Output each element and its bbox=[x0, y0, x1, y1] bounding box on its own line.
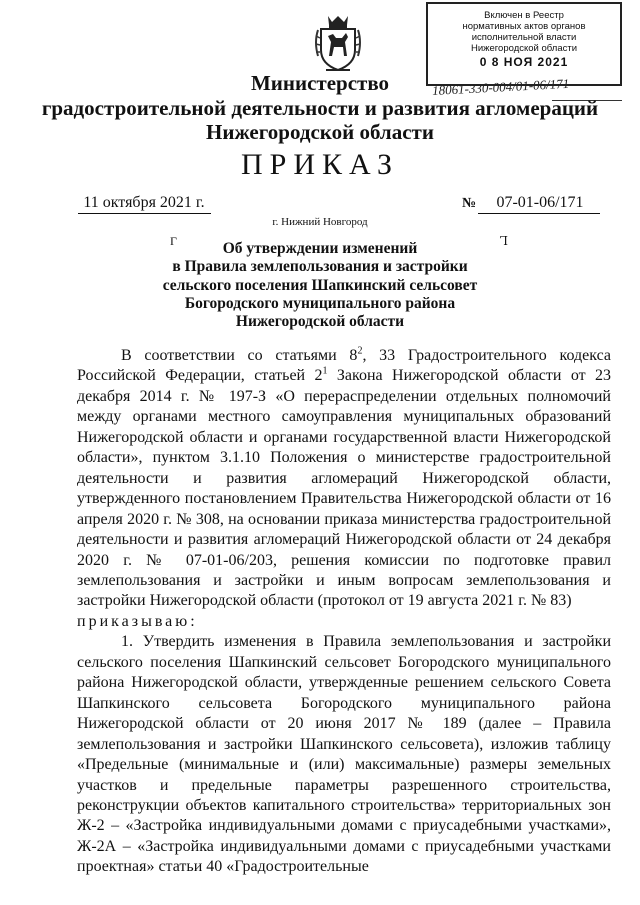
corner-mark-right: Ꞁ bbox=[500, 234, 508, 248]
ministry-name-line-2: градостроительной деятельности и развития агломераций bbox=[41, 96, 599, 120]
subject-line: сельского поселения Шапкинский сельсовет bbox=[162, 276, 478, 294]
order-date: 11 октября 2021 г. bbox=[83, 194, 205, 211]
ministry-region: Нижегородской области bbox=[206, 120, 434, 144]
preamble-text: Закона Нижегородской области от 23 декабря 2014 г. № 197-З «О перераспределении отдельных полномочий между органами местного самоуправления муниципальных образований Нижегородской области и органами государственной власти Нижегородской области», пунктом 3.1.10 Положения о министерстве градостроительной деятельности и развития агломераций Нижегородской области, утвержденного постановлением Правительства Нижегородской области от 16 апреля 2020 г. № 308, на основании приказа министерства градостроительной деятельности и развития агломераций Нижегородской области от 24 декабря 2020 г. № 07-01-06/203, решения комиссии по подготовке правил землепользования и застройки и иным вопросам землепользования и застройки Нижегородской области (протокол от 19 августа 2021 г. № 83) bbox=[77, 367, 611, 610]
subject-line: Об утверждении изменений bbox=[222, 240, 418, 257]
ministry-name: Министерство bbox=[250, 71, 390, 95]
subject-line: Богородского муниципального района bbox=[184, 294, 456, 312]
preamble-paragraph bbox=[77, 346, 611, 612]
order-subject bbox=[0, 240, 640, 331]
corner-mark-left: Г bbox=[170, 234, 177, 248]
order-body bbox=[77, 346, 611, 878]
decree-word: приказываю: bbox=[77, 612, 198, 630]
superscript: 2 bbox=[357, 345, 363, 357]
handwritten-registry-number: 18061-330-004/01-06/171 bbox=[431, 75, 570, 98]
number-underline bbox=[478, 213, 600, 214]
superscript: 1 bbox=[322, 366, 328, 378]
subject-line: Нижегородской области bbox=[235, 313, 405, 331]
stamp-line: Нижегородской области bbox=[470, 43, 578, 54]
order-number: 07-01-06/171 bbox=[496, 194, 584, 211]
date-underline bbox=[78, 213, 211, 214]
stamp-date: 0 8 НОЯ 2021 bbox=[479, 55, 569, 69]
stamp-line: исполнительной власти bbox=[471, 32, 577, 43]
coat-of-arms-emblem bbox=[312, 12, 364, 74]
issue-city: г. Нижний Новгород bbox=[272, 216, 368, 228]
preamble-text: , 33 Градостроительного кодекса Российской Федерации, статьей 2 bbox=[77, 347, 611, 385]
stamp-line: нормативных актов органов bbox=[462, 21, 586, 32]
stamp-line: Включен в Реестр bbox=[484, 10, 564, 21]
subject-line: в Правила землепользования и застройки bbox=[172, 258, 468, 276]
clause-1-paragraph: 1. Утвердить изменения в Правила землепользования и застройки сельского поселения Шапкинский сельсовет Богородского муниципального района Нижегородской области, утвержденные решением сельского Совета Шапкинского сельсовета Богородского муниципального района Нижегородской области от 20 июня 2017 № 189 (далее – Правила землепользования и застройки Шапкинского сельсовета), изложив таблицу «Предельные (минимальные и (или) максимальные) размеры земельных участков и предельные параметры разрешенного строительства, реконструкции объектов капитального строительства» территориальных зон Ж-2 – «Застройка индивидуальными домами с приусадебными участками», Ж-2А – «Застройка индивидуальными домами с приусадебными участками проектная» статьи 40 «Градостроительные bbox=[77, 633, 611, 876]
document-type-title: ПРИКАЗ bbox=[241, 148, 399, 181]
preamble-text: В соответствии со статьями 8 bbox=[121, 347, 358, 364]
number-sign: № bbox=[462, 196, 477, 211]
